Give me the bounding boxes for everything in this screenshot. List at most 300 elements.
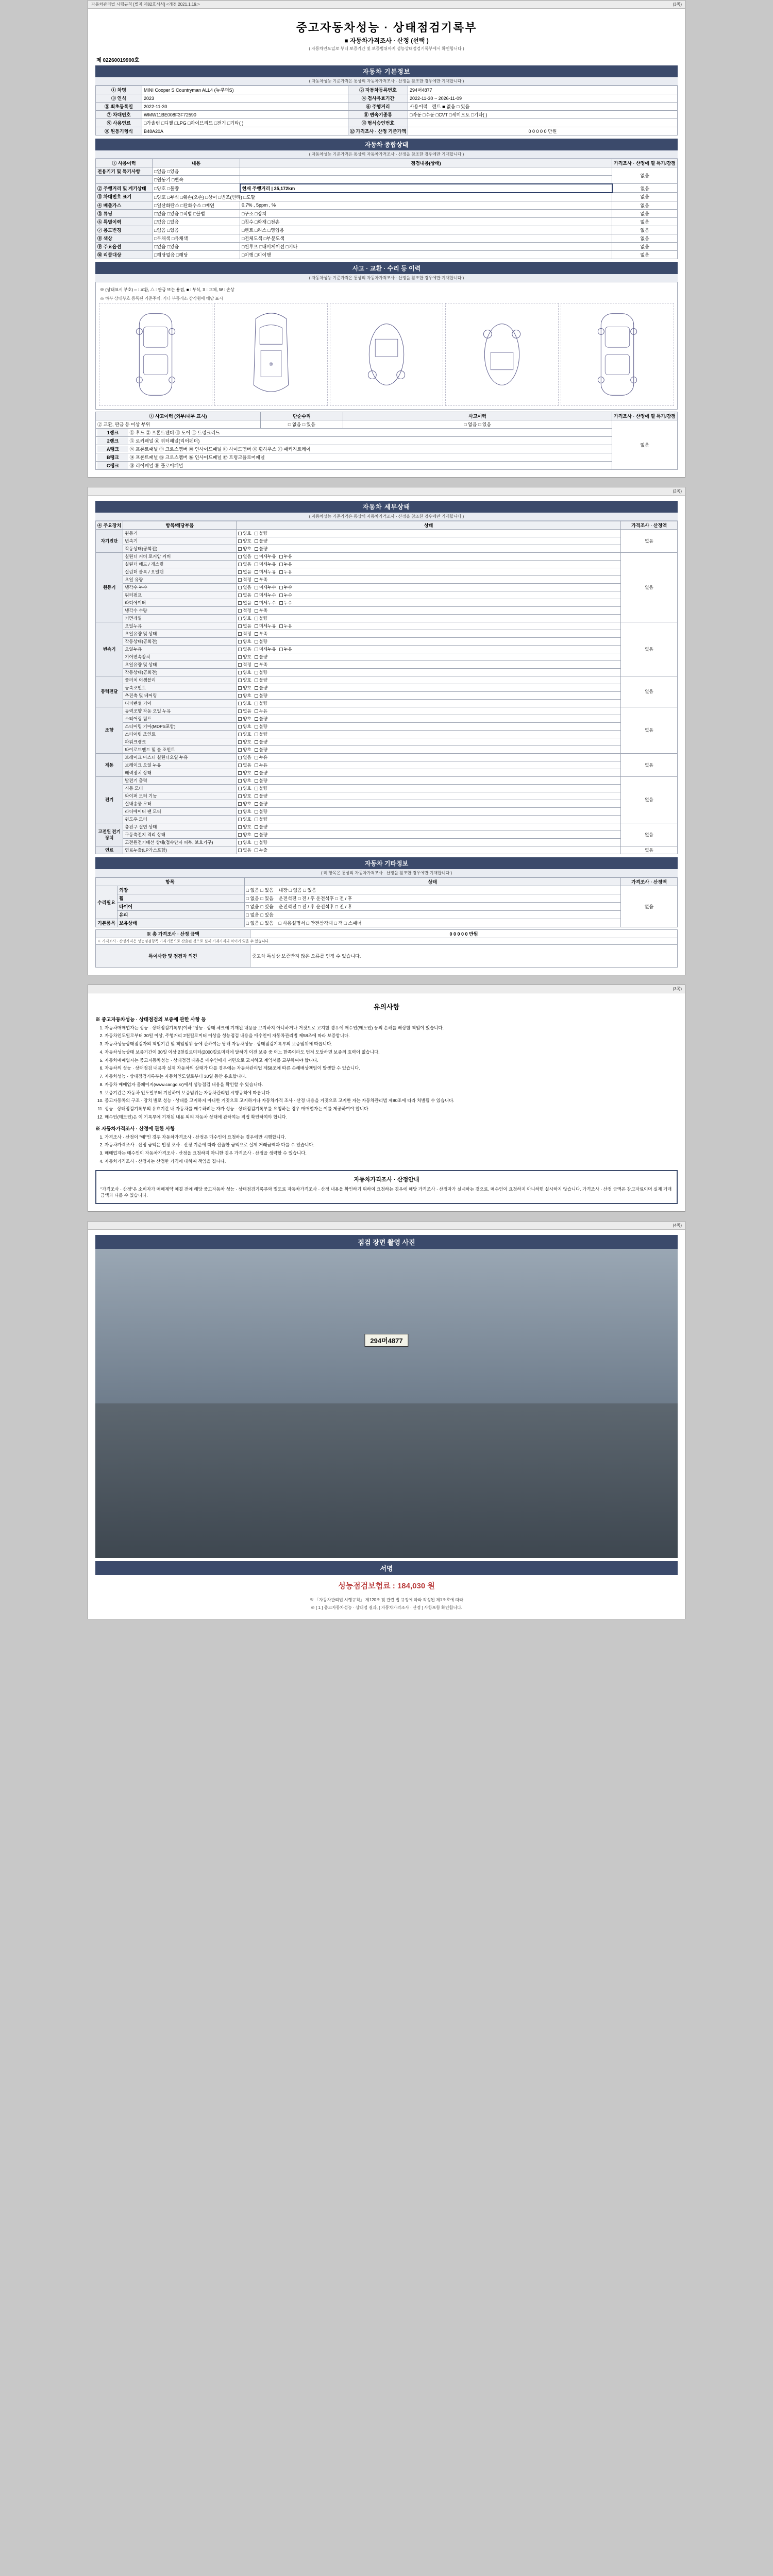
detail-state-1-8[interactable]: 양호 불량: [237, 614, 621, 622]
detail-pg-1: 없음: [621, 552, 678, 622]
basic-value-4: 2022-11-30 ~ 2026-11-09: [408, 94, 677, 103]
other-item-1: 휠: [117, 894, 245, 902]
basic-label-6: ⑥ 주행거리: [348, 103, 408, 111]
table-row: [96, 886, 678, 894]
detail-state-1-3[interactable]: 적정 부족: [237, 575, 621, 583]
footer-note-1: ※ 「자동차관리법 시행규칙」 제120조 및 관련 법 규정에 따라 작성된 제1조호에 따라: [309, 1598, 464, 1602]
other-state-2[interactable]: □ 없음 □ 있음 운전석전 □ 전 / 후 운전석후 □ 전 / 후: [244, 902, 620, 910]
table-row: [96, 575, 678, 583]
detail-pg-4: 없음: [621, 707, 678, 753]
insurance-fee: [95, 1575, 678, 1596]
basic-value-10: [408, 119, 677, 127]
detail-state-4-0[interactable]: 없음 누유: [237, 707, 621, 715]
notice2-item: 3. 매매업자는 매수인이 자동차가격조사 · 산정을 요청하지 아니한 경우 가격조사 · 산정을 생략할 수 있습니다.: [105, 1150, 678, 1157]
accident-diagram-wrap: [95, 282, 678, 410]
notice-section: [88, 993, 685, 1212]
detail-item-4-2: 스티어링 기어(MDPS포함): [123, 722, 237, 730]
detail-pg-5: 없음: [621, 753, 678, 776]
page1-topbar: [88, 1, 685, 9]
overall-grp-3: ③ 차대번호 표기: [96, 193, 153, 201]
detail-item-0-2: 작동상태(공회전): [123, 545, 237, 552]
detail-state-1-0[interactable]: 없음 미세누유 누유: [237, 552, 621, 560]
notice1-item: 7. 자동차성능 · 상태점검기록부는 자동차인도일로부터 30일 동안 유효합니다.: [105, 1073, 678, 1080]
detail-state-4-4[interactable]: 양호 불량: [237, 738, 621, 745]
accident-legend-top: ※ (상태표시 부호) ○ : 교환, △ : 판금 또는 용접, ■ : 부식, X : 교체, W : 손상: [100, 287, 234, 292]
notice2-item: 1. 가격조사 · 산정이 "예"인 경우 자동차가격조사 · 산정은 매수인이 요청하는 경우에만 시행합니다.: [105, 1134, 678, 1141]
usage-rent-value: 렌트 ■ 없음 □ 있음: [432, 104, 470, 109]
insurance-fee-label: 성능점검보험료 :: [338, 1582, 395, 1590]
detail-item-7-2: 고전원전기배선 상태(접속단자 피복, 보호기구): [123, 838, 237, 846]
detail-item-4-4: 파워크랭크: [123, 738, 237, 745]
agreement-box: [95, 1170, 678, 1205]
table-row: [96, 119, 678, 127]
basic-value-11: B48A20A: [142, 127, 348, 135]
table-row: [96, 846, 678, 854]
table-row: [96, 630, 678, 637]
page-4: [88, 1221, 685, 1619]
detail-pg-3: 없음: [621, 676, 678, 707]
accident-history-table: [95, 412, 678, 470]
detail-item-3-1: 등속조인트: [123, 684, 237, 691]
transmission-options[interactable]: □자동 □수동 □CVT □세미오토 □기타( ): [408, 111, 677, 119]
special-value[interactable]: 중고차 특성상 보증받지 않은 오류를 인정 수 있습니다.: [250, 944, 678, 967]
overall-pg-3: 없음: [612, 193, 678, 201]
overall-pg-4: 없음: [612, 201, 678, 209]
overall-grp-7: ⑦ 용도변경: [96, 226, 153, 234]
detail-item-4-3: 스티어링 조인트: [123, 730, 237, 738]
basic-label-4: ④ 검사유효기간: [348, 94, 408, 103]
detail-item-2-1: 오일유량 및 상태: [123, 630, 237, 637]
overall-item-8[interactable]: □무채색 □유채색: [153, 234, 240, 242]
table-row: [96, 691, 678, 699]
notice-section1-title: ※ 중고자동차성능 · 상태점검의 보증에 관한 사항 등: [95, 1016, 206, 1023]
detail-col-0: ④ 주요장치: [96, 521, 123, 529]
other-state-0[interactable]: □ 없음 □ 있음 내장 □ 없음 □ 있음: [244, 886, 620, 894]
car-side-left-icon: [99, 303, 212, 405]
table-row: [96, 217, 678, 226]
table-row: [96, 800, 678, 807]
overall-item-1[interactable]: □원동기 □변속: [153, 176, 240, 184]
table-row: [96, 807, 678, 815]
accident-legend-sub: ※ 하부 상태부호 등록된 기준주의, 기타 부품개소 삼각형에 해당 표시: [100, 296, 223, 301]
detail-item-1-5: 워터펌프: [123, 591, 237, 599]
detail-item-5-2: 배력장치 상태: [123, 769, 237, 776]
detail-state-6-1[interactable]: 양호 불량: [237, 784, 621, 792]
overall-pg-7: 없음: [612, 226, 678, 234]
table-header-row: [96, 412, 678, 420]
detail-item-5-0: 브레이크 마스터 실린더오일 누유: [123, 753, 237, 761]
page-subnote: ( 자동차인도일로 부터 보증기간 및 보증범위까지 성능상태점검기록부에서 확인합니다 ): [309, 46, 464, 51]
detail-state-0-2[interactable]: 양호 불량: [237, 545, 621, 552]
detail-item-7-1: 구동축전지 격리 상태: [123, 831, 237, 838]
table-row: [96, 753, 678, 761]
overall-grp-0: 전용기기 및 특기사항: [96, 167, 153, 176]
detail-state-6-5[interactable]: 양호 불량: [237, 815, 621, 823]
detail-item-2-5: 오일유량 및 상태: [123, 660, 237, 668]
other-info-table: [95, 877, 678, 927]
detail-group-7: 고전원 전기장치: [96, 823, 123, 846]
total-note: ※ 가격조사 · 산정가격은 성능점검항목 가격기준으로 산출된 것으로 실제 거래가격과 차이가 있을 수 있습니다.: [96, 938, 678, 944]
accident-history-value[interactable]: □ 없음 □ 있음: [343, 420, 612, 428]
car-diagram-rear[interactable]: [445, 303, 559, 406]
table-row: [96, 792, 678, 800]
accident-simple-repair-value[interactable]: □ 없음 □ 있음: [261, 420, 343, 428]
table-row: [96, 250, 678, 259]
accident-group-title: ② 교환, 판금 등 이상 부위: [96, 420, 261, 428]
detail-state-6-3[interactable]: 양호 불량: [237, 800, 621, 807]
table-row: [96, 560, 678, 568]
table-row: [96, 209, 678, 217]
detail-state-6-4[interactable]: 양호 불량: [237, 807, 621, 815]
basic-value-7: WMW11BE008F3F72590: [142, 111, 348, 119]
table-row: [96, 445, 678, 453]
table-row: [96, 234, 678, 242]
page-3: [88, 985, 685, 1212]
table-row: [96, 599, 678, 606]
table-row: [96, 761, 678, 769]
accident-rank-label-4: C랭크: [97, 462, 128, 469]
overall-pg-2: 없음: [612, 184, 678, 193]
accident-rank-label-3: B랭크: [97, 454, 128, 461]
overall-state-9[interactable]: □썬루프 □내비게이션 □기타: [240, 242, 612, 250]
car-diagram-front[interactable]: [330, 303, 443, 406]
signature-band: 서명: [95, 1561, 678, 1575]
overall-item-10[interactable]: □해당없음 □해당: [153, 250, 240, 259]
detail-item-5-1: 브레이크 오일 누유: [123, 761, 237, 769]
overall-pg-9: 없음: [612, 242, 678, 250]
table-row: [96, 184, 678, 193]
detail-state-4-2[interactable]: 양호 불량: [237, 722, 621, 730]
detail-state-table: [95, 521, 678, 854]
overall-grp-2: ② 주행거리 및 계기상태: [96, 184, 153, 193]
other-note: ( 미 항목은 통상의 자동차가격조사 · 산정을 참조한 경우에만 기재합니다 ): [95, 869, 678, 877]
overall-state-8[interactable]: □전체도색 □부분도색: [240, 234, 612, 242]
car-side-right-icon: [561, 303, 674, 405]
table-row: [96, 242, 678, 250]
notice-list-1: [105, 1025, 678, 1121]
accident-simple-repair: 단순수리: [261, 412, 343, 420]
notice-section2-title: ※ 자동차가격조사 · 산정에 관한 사항: [95, 1126, 175, 1132]
detail-state-1-2[interactable]: 없음 미세누유 누유: [237, 568, 621, 575]
table-row: [96, 769, 678, 776]
table-row: [96, 784, 678, 792]
detail-state-7-0[interactable]: 양호 불량: [237, 823, 621, 831]
detail-state-7-1[interactable]: 양호 불량: [237, 831, 621, 838]
other-state-3[interactable]: □ 없음 □ 있음: [244, 910, 620, 919]
insurance-fee-value: 184,030 원: [397, 1582, 435, 1590]
detail-item-2-3: 오일누유: [123, 645, 237, 653]
detail-col-3: 가격조사 · 산정액: [621, 521, 678, 529]
car-diagram-left[interactable]: [99, 303, 212, 406]
accident-rank-items-0[interactable]: ① 후드 ② 프론트펜더 ③ 도어 ④ 트렁크리드: [129, 430, 220, 435]
table-row: [96, 111, 678, 119]
page-subtitle: ■ 자동차가격조사 · 산정 (선택 ): [344, 37, 429, 44]
overall-item-3[interactable]: □양호 □부식 □훼손(오손) □상이 □변조(변타) □도말: [153, 193, 612, 201]
detail-state-3-1[interactable]: 양호 불량: [237, 684, 621, 691]
table-row: [96, 552, 678, 560]
table-row: [96, 919, 678, 927]
detail-state-2-5[interactable]: 적정 부족: [237, 660, 621, 668]
detail-col-1: 항목/해당부품: [123, 521, 237, 529]
overall-item-2[interactable]: □양호 □불량: [153, 184, 240, 193]
accident-rank-items-4[interactable]: ⑱ 리어패널 ⑲ 플로어패널: [129, 463, 183, 468]
table-row: [96, 201, 678, 209]
table-row: [96, 645, 678, 653]
car-diagram-right[interactable]: [561, 303, 674, 406]
table-row: [96, 722, 678, 730]
detail-item-2-4: 기어변속장치: [123, 653, 237, 660]
table-row: [96, 428, 678, 436]
detail-state-8-0[interactable]: 없음 누출: [237, 846, 621, 854]
detail-state-2-0[interactable]: 없음 미세누유 누유: [237, 622, 621, 630]
table-row: [96, 176, 678, 184]
detail-item-1-6: 라디에이터: [123, 599, 237, 606]
detail-state-2-3[interactable]: 없음 미세누유 누유: [237, 645, 621, 653]
detail-state-2-2[interactable]: 양호 불량: [237, 637, 621, 645]
detail-state-1-1[interactable]: 없음 미세누유 누유: [237, 560, 621, 568]
accident-band: 사고 · 교환 · 수리 등 이력: [95, 262, 678, 274]
notice1-item: 10. 중고자동차의 구조 · 장치 별로 성능 · 상태를 고지하지 아니한 거짓으로 고지하거나 자동차가격 조사 · 산정 내용을 거짓으로 고지한 자는 자동차관리법 제80조에 따라 처벌될 수 있습니다.: [105, 1097, 678, 1104]
detail-item-1-2: 실린더 블록 / 오일팬: [123, 568, 237, 575]
detail-group-1: 원동기: [96, 552, 123, 622]
table-row: [96, 910, 678, 919]
other-state-1[interactable]: □ 없음 □ 있음 운전석전 □ 전 / 후 운전석후 □ 전 / 후: [244, 894, 620, 902]
total-label: ※ 총 가격조사 · 산정 금액: [96, 929, 250, 938]
basic-value-2: 294머4877: [408, 86, 677, 94]
page-title: 중고자동차성능 · 상태점검기록부: [296, 21, 477, 34]
overall-grp-1: [96, 176, 153, 184]
footer-note-2: ※ [ 1 ] 중고자동차성능 · 상태점 결과, [ 자동차가격조사 · 산정 ] 사항포함 확인합니다.: [310, 1605, 463, 1610]
overall-grp-6: ⑥ 특별이력: [96, 217, 153, 226]
overall-state-5[interactable]: □구조 □장치: [240, 209, 612, 217]
table-row: [96, 103, 678, 111]
overall-item-5[interactable]: □없음 □있음 □적법 □불법: [153, 209, 240, 217]
table-row: [96, 167, 678, 176]
document-number: 제 02260019900호: [96, 58, 140, 63]
basic-label-7: ⑦ 차대번호: [96, 111, 142, 119]
table-row: [96, 684, 678, 691]
detail-item-1-8: 커먼레일: [123, 614, 237, 622]
detail-state-1-5[interactable]: 없음 미세누수 누수: [237, 591, 621, 599]
detail-state-4-3[interactable]: 양호 불량: [237, 730, 621, 738]
accident-rank-label-2: A랭크: [97, 446, 128, 452]
detail-state-2-6[interactable]: 양호 불량: [237, 668, 621, 676]
table-row: [96, 193, 678, 201]
notice2-item: 4. 자동차가격조사 · 산정자는 산정한 가격에 대하여 책임을 집니다.: [105, 1158, 678, 1165]
detail-state-4-1[interactable]: 양호 불량: [237, 715, 621, 722]
overall-state-6[interactable]: □침수 □화재 □전손: [240, 217, 612, 226]
table-row: [96, 461, 678, 469]
detail-state-4-5[interactable]: 양호 불량: [237, 745, 621, 753]
overall-grp-5: ⑤ 튜닝: [96, 209, 153, 217]
notice1-item: 5. 자동차매매업자는 중고자동차성능 · 상태점검 내용을 매수인에게 서면으로 고지하고 계약서를 교부하여야 합니다.: [105, 1057, 678, 1064]
overall-note: ( 자동차성능 기준가격은 통상의 자동차가격조사 · 산정을 참조한 경우에만 기재합니다 ): [95, 150, 678, 159]
table-header-row: [96, 159, 678, 167]
overall-state-10[interactable]: □이행 □미이행: [240, 250, 612, 259]
basic-label-3: ③ 연식: [96, 94, 142, 103]
detail-item-6-1: 시동 모터: [123, 784, 237, 792]
detail-state-3-0[interactable]: 양호 불량: [237, 676, 621, 684]
overall-state-7[interactable]: □렌트 □리스 □영업용: [240, 226, 612, 234]
detail-item-7-0: 충전구 절연 상태: [123, 823, 237, 831]
car-front-view-icon: [330, 303, 443, 405]
page3-topbar: [88, 985, 685, 993]
detail-group-0: 자기진단: [96, 529, 123, 552]
basic-label-2: ② 자동차등록번호: [348, 86, 408, 94]
detail-state-2-4[interactable]: 양호 불량: [237, 653, 621, 660]
overall-state-0[interactable]: [240, 167, 612, 176]
photo-band: 점검 장면 촬영 사진: [95, 1235, 678, 1249]
overall-grp-9: ⑨ 주요옵션: [96, 242, 153, 250]
detail-state-1-4[interactable]: 없음 미세누수 누수: [237, 583, 621, 591]
overall-state-1[interactable]: [240, 176, 612, 184]
detail-item-8-0: 연료누출(LP가스포함): [123, 846, 237, 854]
detail-item-6-5: 윈도우 모터: [123, 815, 237, 823]
detail-state-6-2[interactable]: 양호 불량: [237, 792, 621, 800]
overall-item-7[interactable]: □없음 □있음: [153, 226, 240, 234]
other-item-4: 보유상태: [117, 919, 245, 927]
overall-col-1: 내용: [153, 159, 240, 167]
detail-group-4: 조향: [96, 707, 123, 753]
table-row: [96, 94, 678, 103]
detail-item-1-4: 냉각수 누수: [123, 583, 237, 591]
detail-group-3: 동력전달: [96, 676, 123, 707]
overall-grp-4: ④ 배출가스: [96, 201, 153, 209]
overall-pg-10: 없음: [612, 250, 678, 259]
notice1-item: 8. 자동차 매매업자 홈페이지(www.car.go.kr)에서 성능점검 내용을 확인할 수 있습니다.: [105, 1081, 678, 1088]
accident-rank-label-1: 2랭크: [97, 437, 128, 444]
overall-item-4[interactable]: □일산화탄소 □탄화수소 □매연: [153, 201, 240, 209]
table-row: [96, 715, 678, 722]
overall-item-9[interactable]: □없음 □있음: [153, 242, 240, 250]
detail-state-3-3[interactable]: 양호 불량: [237, 699, 621, 707]
detail-state-3-2[interactable]: 양호 불량: [237, 691, 621, 699]
table-row: [96, 606, 678, 614]
detail-item-6-3: 실내송풍 모터: [123, 800, 237, 807]
page-number-3: (3쪽): [673, 986, 682, 991]
detail-state-2-1[interactable]: 적정 부족: [237, 630, 621, 637]
table-row: [96, 838, 678, 846]
notice1-item: 11. 성능 · 상태점검기록부의 유효기간 내 자동차를 매수하려는 자가 성능 · 상태점검기록부를 요청하는 경우 매매업자는 이를 제공하여야 합니다.: [105, 1106, 678, 1112]
detail-item-3-3: 디퍼렌셜 기어: [123, 699, 237, 707]
detail-state-5-0[interactable]: 없음 누유: [237, 753, 621, 761]
detail-group-6: 전기: [96, 776, 123, 823]
notice1-item: 9. 보증기간은 자동차 인도일부터 기산하며 보증범위는 자동차관리법 시행규칙에 따릅니다.: [105, 1090, 678, 1096]
fuel-options[interactable]: □가솔린 □디젤 □LPG □하이브리드 □전기 □기타( ): [142, 119, 348, 127]
table-row: [96, 614, 678, 622]
detail-state-0-0[interactable]: 양호 불량: [237, 529, 621, 537]
accident-rank-items-3[interactable]: ⑭ 프론트패널 ⑮ 크로스멤버 ⑯ 인사이드패널 ⑰ 트렁크플로어패널: [129, 454, 265, 460]
other-item-0: 외장: [117, 886, 245, 894]
detail-item-1-3: 오일 유량: [123, 575, 237, 583]
page2-topbar: [88, 487, 685, 496]
table-row: [96, 730, 678, 738]
overall-col-0: ① 사용이력: [96, 159, 153, 167]
overall-pg-8: 없음: [612, 234, 678, 242]
detail-item-2-2: 작동상태(공회전): [123, 637, 237, 645]
detail-state-7-2[interactable]: 양호 불량: [237, 838, 621, 846]
notice1-item: 6. 자동차의 성능 · 상태점검 내용과 실제 자동차의 상태가 다를 경우에는 자동차관리법 제58조에 따른 손해배상책임이 발생할 수 있습니다.: [105, 1065, 678, 1072]
table-row: [96, 699, 678, 707]
basic-value-6: [408, 103, 677, 111]
table-row: [96, 938, 678, 944]
detail-col-2: 상태: [237, 521, 621, 529]
detail-item-6-4: 라디에이터 팬 모터: [123, 807, 237, 815]
detail-item-6-0: 발전기 출력: [123, 776, 237, 784]
overall-item-6[interactable]: □없음 □있음: [153, 217, 240, 226]
table-row: [96, 815, 678, 823]
table-row: [96, 537, 678, 545]
detail-state-0-1[interactable]: 양호 불량: [237, 537, 621, 545]
table-header-row: [96, 521, 678, 529]
special-label: 특이사항 및 점검자 의견: [96, 944, 250, 967]
accident-pg-label: 가격조사 · 산정에 필 특가/감점: [612, 412, 678, 420]
basic-value-3: 2023: [142, 94, 348, 103]
other-item-3: 유리: [117, 910, 245, 919]
table-row: [96, 226, 678, 234]
detail-pg-0: 없음: [621, 529, 678, 552]
basic-value-1: MINI Cooper S Countryman ALL4 (뉴쿠퍼S): [142, 86, 348, 94]
car-diagram-top[interactable]: [214, 303, 328, 406]
basic-info-table: [95, 86, 678, 135]
other-band: 자동차 기타정보: [95, 857, 678, 869]
detail-table-body: [96, 529, 678, 854]
table-row: [96, 676, 678, 684]
total-value: 0 0 0 0 0 만원: [250, 929, 678, 938]
detail-item-3-2: 추진축 및 베어링: [123, 691, 237, 699]
table-row: [96, 745, 678, 753]
detail-item-6-2: 와이퍼 모터 기능: [123, 792, 237, 800]
accident-rank-items-2[interactable]: ⑧ 프론트패널 ⑨ 크로스멤버 ⑩ 인사이드패널 ⑪ 사이드멤버 ⑫ 휠하우스 ⑬ 패키지트레이: [129, 446, 311, 452]
detail-item-1-0: 실린더 커버 로커암 커버: [123, 552, 237, 560]
usage-rent-label: 사용이력: [409, 104, 428, 109]
table-row: [96, 637, 678, 645]
basic-label-1: ① 차명: [96, 86, 142, 94]
detail-state-5-1[interactable]: 없음 누유: [237, 761, 621, 769]
detail-state-5-2[interactable]: 양호 불량: [237, 769, 621, 776]
detail-pg-8: 없음: [621, 846, 678, 854]
overall-grp-10: ⑩ 리콜대상: [96, 250, 153, 259]
agreement-body: "가격조사 · 산정"은 소비자가 매매계약 체결 전에 해당 중고자동차 성능 · 상태점검기록부와 별도로 자동차가격조사 · 산정 내용을 확인하기 위하여 요청하는 경우에 해당 가격조사 · 산정자가 실시하는 것으로, 매수인이 요청하지 아니하면 실시하지 않습니다. 가격조사 · 산정 금액은 참고자료이며 실제 거래금액과 다를 수 있습니다.: [100, 1186, 672, 1198]
overall-grp-8: ⑧ 색상: [96, 234, 153, 242]
accident-rank-items-1[interactable]: ⑤ 로커패널 ⑥ 쿼터패널(리어펜더): [129, 438, 200, 444]
detail-group-8: 연료: [96, 846, 123, 854]
other-state-4[interactable]: □ 없음 □ 있음 □ 사용설명서 □ 안전삼각대 □ 잭 □ 스패너: [244, 919, 620, 927]
total-table: [95, 929, 678, 968]
detail-pg-2: 없음: [621, 622, 678, 676]
table-row: [96, 653, 678, 660]
overall-item-0[interactable]: □없음 □있음: [153, 167, 240, 176]
detail-state-1-6[interactable]: 없음 미세누수 누수: [237, 599, 621, 606]
page-number-2: (2쪽): [673, 488, 682, 494]
detail-state-6-0[interactable]: 양호 불량: [237, 776, 621, 784]
detail-state-1-7[interactable]: 적정 부족: [237, 606, 621, 614]
inspection-photo-underbody: [95, 1403, 678, 1558]
table-row: [96, 127, 678, 135]
notice2-item: 2. 자동차가격조사 · 산정 금액은 법정 조사 · 산정 기준에 따라 산출한 금액으로 실제 거래금액과 다를 수 있습니다.: [105, 1142, 678, 1148]
basic-label-11: ⑪ 원동기형식: [96, 127, 142, 135]
table-row: [96, 545, 678, 552]
detail-band: 자동차 세부상태: [95, 501, 678, 513]
other-col-2: 가격조사 · 산정액: [621, 877, 678, 886]
notice-title: 유의사항: [373, 1003, 400, 1011]
detail-item-2-0: 오일누유: [123, 622, 237, 630]
overall-state-4: 0.7% , 5ppm , %: [240, 201, 612, 209]
page-1: [88, 0, 685, 478]
inspection-photo-front: [95, 1249, 678, 1403]
other-item-2: 타이어: [117, 902, 245, 910]
overall-col-3: 가격조사 · 산정에 필 특가/감점: [612, 159, 678, 167]
